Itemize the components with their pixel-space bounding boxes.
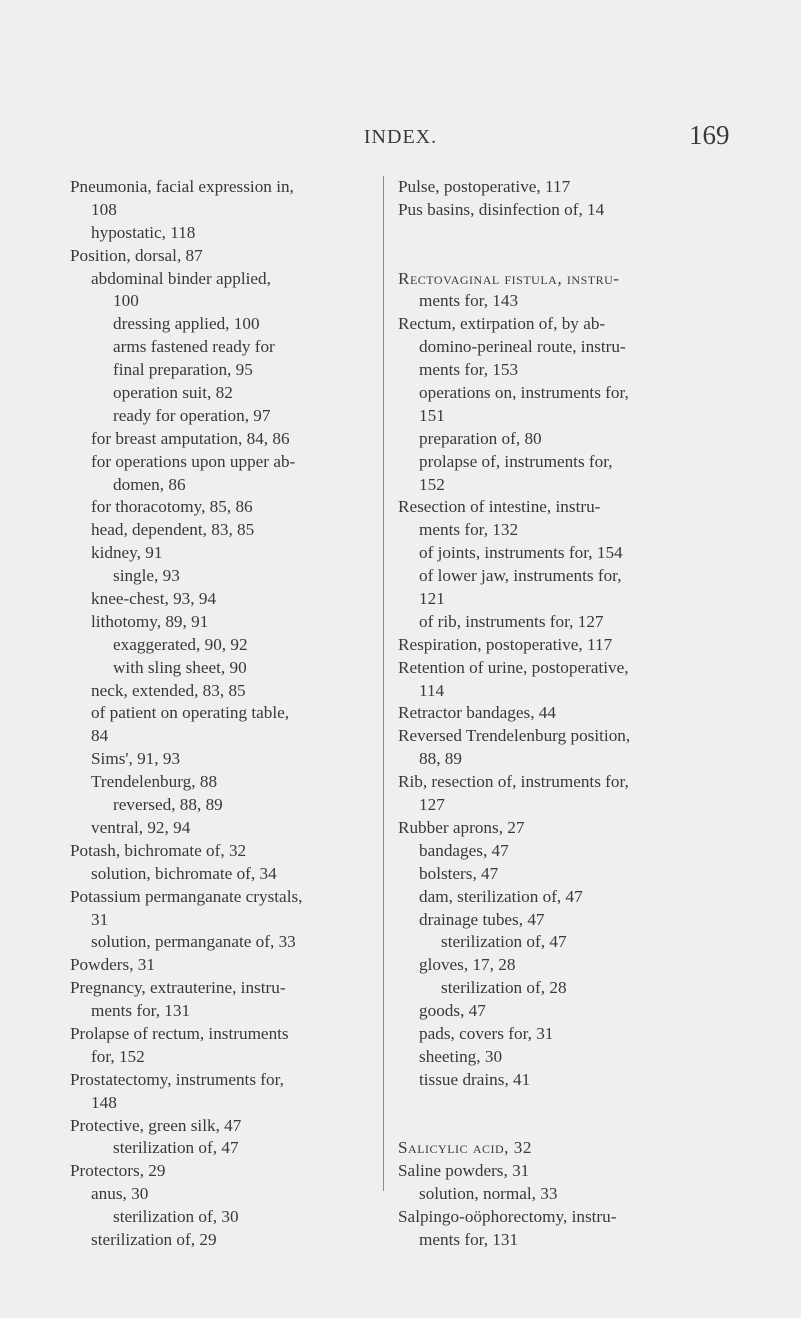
index-entry: 84: [91, 726, 109, 746]
index-entry: ments for, 153: [419, 360, 519, 380]
index-entry: sterilization of, 30: [113, 1207, 239, 1227]
section-gap: [398, 1115, 710, 1138]
index-entry: Protectors, 29: [70, 1161, 166, 1181]
index-entry: for breast amputation, 84, 86: [91, 428, 290, 448]
page-title: INDEX.: [363, 126, 438, 148]
index-entry: 88, 89: [419, 749, 462, 769]
index-entry: Pneumonia, facial expression in,: [70, 177, 294, 196]
index-entry: 31: [91, 909, 109, 929]
index-entry: abdominal binder applied,: [91, 268, 271, 288]
index-entry: pads, covers for, 31: [419, 1023, 554, 1043]
index-entry: solution, bichromate of, 34: [91, 863, 277, 883]
column-divider: [383, 176, 384, 1191]
index-entry: Prolapse of rectum, instruments: [70, 1023, 289, 1043]
index-entry: exaggerated, 90, 92: [113, 634, 248, 654]
right-index-column: [398, 176, 710, 1252]
index-entry: bandages, 47: [419, 840, 509, 860]
index-entry: lithotomy, 89, 91: [91, 611, 209, 631]
index-entry: single, 93: [113, 566, 180, 586]
page-number: 169: [689, 120, 730, 150]
index-entry: Reversed Trendelenburg position,: [398, 726, 631, 746]
index-entry: for, 152: [91, 1046, 145, 1066]
index-entry: Position, dorsal, 87: [70, 245, 203, 265]
index-entry: Salicylic acid, 32: [398, 1138, 532, 1158]
index-entry: Rib, resection of, instruments for,: [398, 772, 629, 792]
index-entry: of joints, instruments for, 154: [419, 543, 623, 563]
index-entry: 114: [419, 680, 445, 700]
index-entry: solution, normal, 33: [419, 1184, 558, 1204]
index-entry: 127: [419, 795, 445, 815]
index-entry: domen, 86: [113, 474, 186, 494]
index-entry: Respiration, postoperative, 117: [398, 634, 613, 654]
section-gap: [398, 245, 710, 268]
section-gap: [398, 1092, 710, 1115]
index-entry: of rib, instruments for, 127: [419, 611, 604, 631]
index-entry: operations on, instruments for,: [419, 383, 629, 403]
index-entry: arms fastened ready for: [113, 337, 275, 357]
index-entry: tissue drains, 41: [419, 1069, 531, 1089]
index-entry: dam, sterilization of, 47: [419, 886, 583, 906]
index-entry: Potassium permanganate crystals,: [70, 886, 303, 906]
index-entry: ventral, 92, 94: [91, 817, 191, 837]
index-entry: Powders, 31: [70, 955, 155, 975]
index-entry: drainage tubes, 47: [419, 909, 545, 929]
index-entry: Potash, bichromate of, 32: [70, 840, 247, 860]
index-entry: Prostatectomy, instruments for,: [70, 1069, 284, 1089]
index-entry: knee-chest, 93, 94: [91, 589, 217, 609]
index-entry: sterilization of, 47: [441, 932, 567, 952]
index-entry: anus, 30: [91, 1184, 149, 1204]
index-entry: dressing applied, 100: [113, 314, 260, 334]
section-gap: [398, 222, 710, 245]
index-entry: ments for, 131: [419, 1229, 519, 1249]
index-entry: neck, extended, 83, 85: [91, 680, 246, 700]
index-entry: sterilization of, 29: [91, 1229, 217, 1249]
index-entry: with sling sheet, 90: [113, 657, 247, 677]
index-entry: Rectovaginal fistula, instru-: [398, 268, 620, 288]
left-index-column: [70, 176, 370, 1252]
index-entry: domino-perineal route, instru-: [419, 337, 626, 357]
index-entry: Pulse, postoperative, 117: [398, 177, 571, 196]
index-entry: sheeting, 30: [419, 1046, 503, 1066]
index-entry: kidney, 91: [91, 543, 163, 563]
index-entry: ments for, 131: [91, 1001, 191, 1021]
index-entry: Pus basins, disinfection of, 14: [398, 199, 605, 219]
index-entry: operation suit, 82: [113, 383, 233, 403]
index-entry: Saline powders, 31: [398, 1161, 530, 1181]
index-entry: preparation of, 80: [419, 428, 542, 448]
index-entry: hypostatic, 118: [91, 222, 196, 242]
index-entry: gloves, 17, 28: [419, 955, 516, 975]
index-entry: Pregnancy, extrauterine, instru-: [70, 978, 286, 998]
index-entry: head, dependent, 83, 85: [91, 520, 255, 540]
index-entry: of lower jaw, instruments for,: [419, 566, 622, 586]
index-entry: bolsters, 47: [419, 863, 499, 883]
index-entry: of patient on operating table,: [91, 703, 290, 723]
index-entry: 100: [113, 291, 139, 311]
index-entry: Protective, green silk, 47: [70, 1115, 242, 1135]
index-entry: Resection of intestine, instru-: [398, 497, 601, 517]
index-entry: ments for, 132: [419, 520, 519, 540]
index-entry: Retention of urine, postoperative,: [398, 657, 629, 677]
index-entry: 152: [419, 474, 445, 494]
index-entry: 151: [419, 405, 445, 425]
index-entry: sterilization of, 28: [441, 978, 567, 998]
index-entry: Sims', 91, 93: [91, 749, 181, 769]
index-entry: for operations upon upper ab-: [91, 451, 296, 471]
index-entry: 148: [91, 1092, 117, 1112]
index-entry: Salpingo-oöphorectomy, instru-: [398, 1207, 617, 1227]
index-entry: 121: [419, 589, 445, 609]
index-entry: final preparation, 95: [113, 360, 253, 380]
index-entry: Rectum, extirpation of, by ab-: [398, 314, 606, 334]
index-entry: Retractor bandages, 44: [398, 703, 556, 723]
index-entry: prolapse of, instruments for,: [419, 451, 613, 471]
index-entry: solution, permanganate of, 33: [91, 932, 296, 952]
index-entry: ments for, 143: [419, 291, 519, 311]
index-entry: 108: [91, 199, 117, 219]
index-entry: Rubber aprons, 27: [398, 817, 525, 837]
index-entry: Trendelenburg, 88: [91, 772, 218, 792]
index-entry: sterilization of, 47: [113, 1138, 239, 1158]
index-entry: ready for operation, 97: [113, 405, 271, 425]
index-entry: goods, 47: [419, 1001, 486, 1021]
index-entry: for thoracotomy, 85, 86: [91, 497, 253, 517]
index-entry: reversed, 88, 89: [113, 795, 223, 815]
